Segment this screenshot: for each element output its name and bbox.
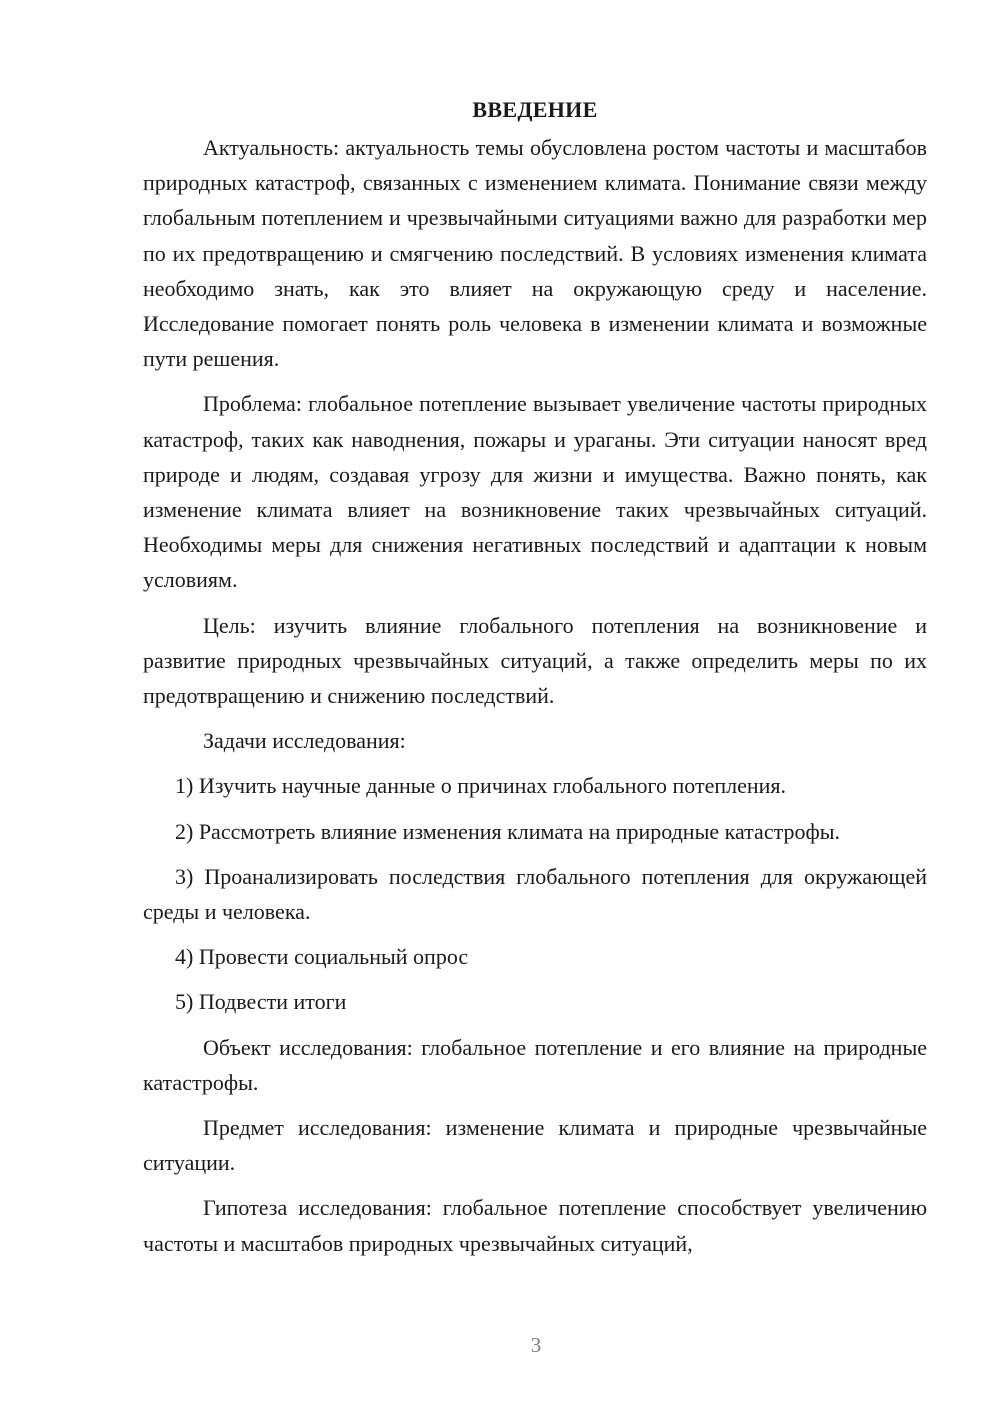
paragraph-problem: Проблема: глобальное потепление вызывает увеличение частоты природных катастроф, таких как наводнения, пожары и ураганы. Эти ситуации наносят вред природе и людям, создавая угрозу для жизни и имущества. Важно понять, как изменение климата влияет на возникновение таких чрезвычайных ситуаций. Необходимы меры для снижения негативных последствий и адаптации к новым условиям. bbox=[143, 391, 927, 593]
list-item: 4) Провести социальный опрос bbox=[175, 944, 469, 970]
document-page bbox=[143, 92, 927, 1271]
paragraph-relevance: Актуальность: актуальность темы обусловлена ростом частоты и масштабов природных катастроф, связанных с изменением климата. Понимание связи между глобальным потеплением и чрезвычайными ситуациями важно для разработки мер по их предотвращению и смягчению последствий. В условиях изменения климата необходимо знать, как это влияет на окружающую среду и население. Исследование помогает понять роль человека в изменении климата и возможные пути решения. bbox=[143, 135, 927, 372]
list-item: 3) Проанализировать последствия глобального потепления для окружающей среды и человека. bbox=[143, 863, 927, 925]
paragraph-subject: Предмет исследования: изменение климата и природные чрезвычайные ситуации. bbox=[143, 1115, 927, 1176]
page-number: 3 bbox=[530, 1333, 542, 1357]
paragraph-goal: Цель: изучить влияние глобального потепления на возникновение и развитие природных чрезвычайных ситуаций, а также определить меры по их предотвращению и снижению последствий. bbox=[143, 612, 927, 709]
paragraph-hypothesis: Гипотеза исследования: глобальное потепление способствует увеличению частоты и масштабов природных чрезвычайных ситуаций, bbox=[143, 1195, 927, 1256]
list-item: 5) Подвести итоги bbox=[175, 989, 347, 1015]
tasks-title: Задачи исследования: bbox=[203, 728, 406, 754]
list-item: 2) Рассмотреть влияние изменения климата на природные катастрофы. bbox=[175, 818, 841, 844]
paragraph-object: Объект исследования: глобальное потепление и его влияние на природные катастрофы. bbox=[143, 1034, 927, 1095]
page-title: ВВЕДЕНИЕ bbox=[472, 97, 598, 122]
list-item: 1) Изучить научные данные о причинах глобального потепления. bbox=[175, 773, 787, 799]
